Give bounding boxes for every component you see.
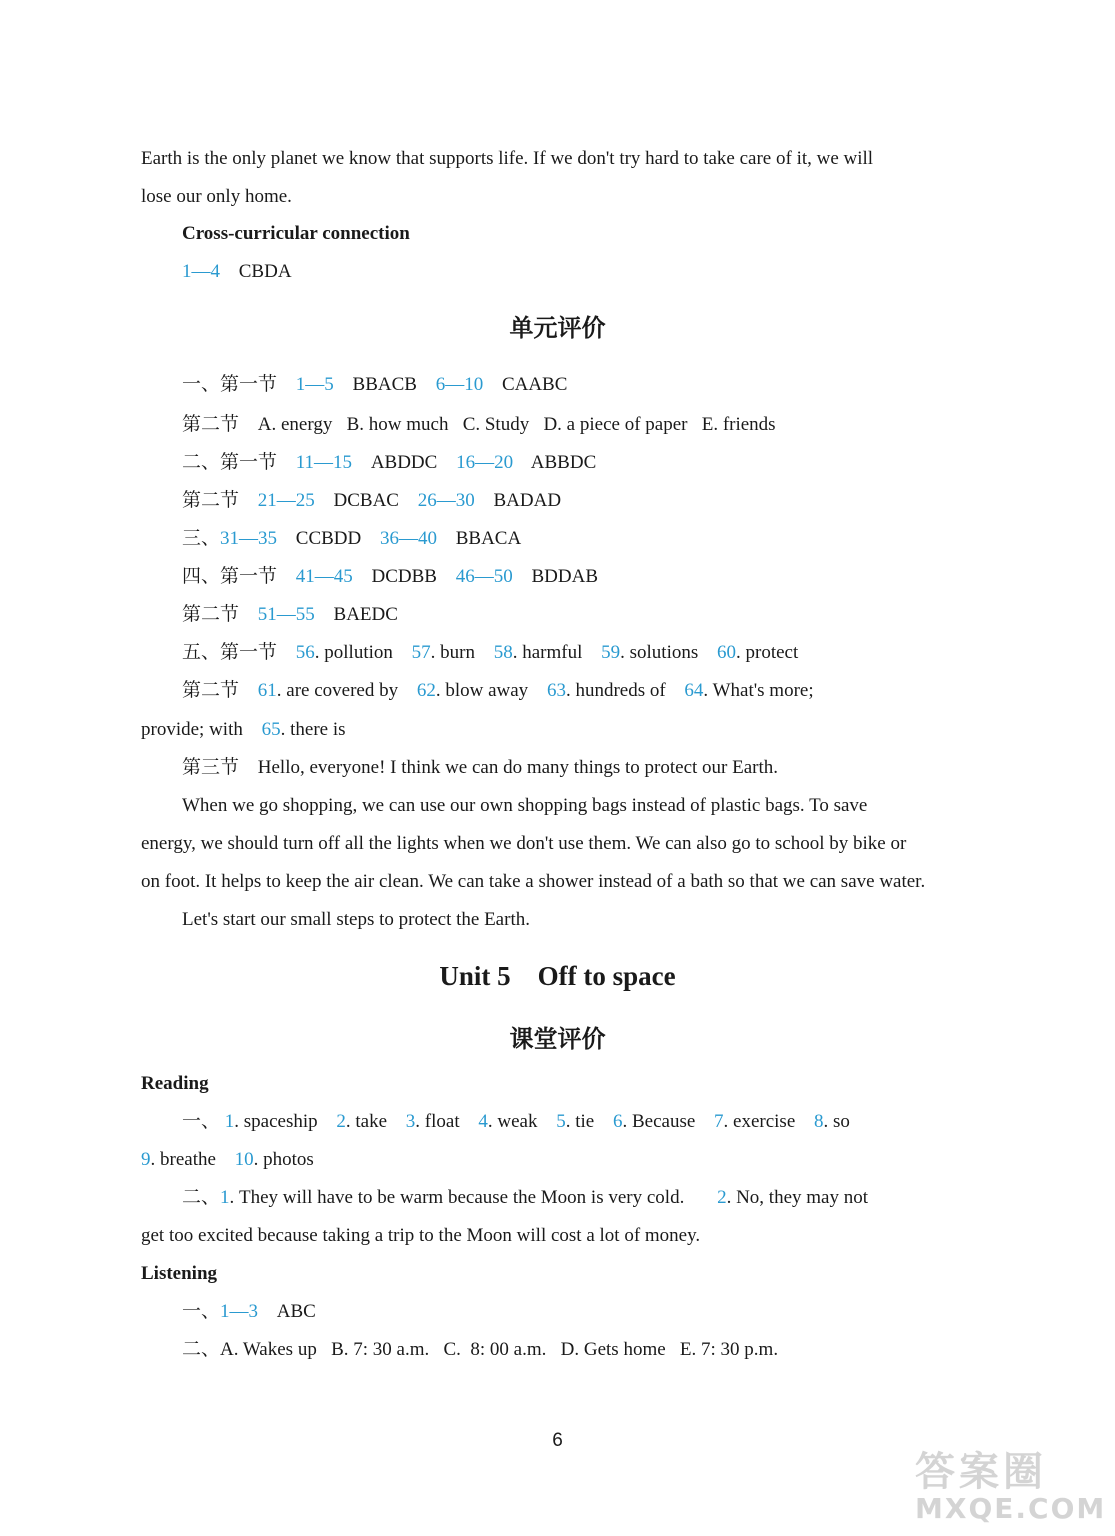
ue-r9-label: 第二节 — [182, 680, 240, 701]
ue-r6-label: 四、第一节 — [182, 566, 278, 587]
cross-heading: Cross-curricular connection — [182, 223, 410, 244]
rd1-n6: 6 — [612, 1111, 623, 1132]
ue-row-3 — [182, 450, 596, 476]
ls2-label: 二、 — [182, 1339, 221, 1360]
essay-line-4: Let's start our small steps to protect the Earth. — [182, 909, 530, 930]
ls2-text: A. Wakes up B. 7: 30 a.m. C. 8: 00 a.m. D. Gets home E. 7: 30 p.m. — [220, 1339, 779, 1360]
watermark-logo — [915, 1450, 1110, 1530]
ue-r8-w57: . burn — [430, 642, 475, 663]
ue-r8-n59: 59 — [601, 642, 621, 663]
ue-r10-n65: 65 — [261, 719, 281, 740]
rd2-n1: 1 — [220, 1187, 230, 1208]
reading-row-1 — [182, 1109, 850, 1135]
ue-r5-a1: CCBDD — [295, 528, 362, 549]
ue-row-1 — [182, 372, 567, 398]
essay-line-1: When we go shopping, we can use our own shopping bags instead of plastic bags. To save — [182, 795, 868, 816]
ue-row-10 — [141, 717, 346, 743]
intro-line-1: Earth is the only planet we know that supports life. If we don't try hard to take care of it, we will — [141, 148, 874, 169]
ue-r10-w64b: provide; with — [141, 719, 243, 740]
essay-line-3: on foot. It helps to keep the air clean. We can take a shower instead of a bath so that we can save water. — [141, 871, 926, 892]
rd1-w3: . float — [415, 1111, 460, 1132]
ue-r8-label: 五、第一节 — [182, 642, 278, 663]
rd1-w2: . take — [345, 1111, 388, 1132]
rd1-w9: . breathe — [150, 1149, 216, 1170]
ue-r1-n2: 6—10 — [435, 374, 484, 395]
rd2-t2: . No, they may not — [726, 1187, 869, 1208]
ue-r9-n63: 63 — [546, 680, 566, 701]
ue-r4-n1: 21—25 — [257, 490, 315, 511]
ue-r3-label: 二、第一节 — [182, 452, 278, 473]
rd1-w8: . so — [823, 1111, 850, 1132]
watermark-top: 答案圈 — [915, 1449, 1047, 1495]
rd1-n5: 5 — [556, 1111, 566, 1132]
rd1-n1: 1 — [224, 1111, 235, 1132]
ue-r9-w61: . are covered by — [276, 680, 399, 701]
ue-r8-w60: . protect — [736, 642, 799, 663]
ue-r4-a1: DCBAC — [333, 490, 399, 511]
ue-r7-label: 第二节 — [182, 604, 240, 625]
rd1-n9: 9 — [141, 1149, 151, 1170]
cross-answer — [182, 259, 292, 285]
reading-heading: Reading — [141, 1073, 209, 1094]
reading-row-2b: get too excited because taking a trip to the Moon will cost a lot of money. — [141, 1225, 701, 1246]
ue-r9-n62: 62 — [416, 680, 436, 701]
ue-r8-w56: . pollution — [314, 642, 393, 663]
ue-r8-n58: 58 — [493, 642, 513, 663]
cross-range: 1—4 — [182, 261, 220, 282]
ue-r11-label: 第三节 — [182, 757, 240, 778]
ue-r6-a2: BDDAB — [531, 566, 598, 587]
ue-r5-label: 三、 — [182, 528, 221, 549]
ue-row-9 — [182, 678, 814, 704]
ue-r7-n1: 51—55 — [257, 604, 315, 625]
rd2-t1: . They will have to be warm because the Moon is very cold. — [229, 1187, 685, 1208]
rd2-label: 二、 — [182, 1187, 221, 1208]
ue-r8-w59: . solutions — [620, 642, 699, 663]
essay-line-2: energy, we should turn off all the lights when we don't use them. We can also go to school by bike or — [141, 833, 907, 854]
ue-r5-n1: 31—35 — [220, 528, 278, 549]
rd1-n3: 3 — [405, 1111, 416, 1132]
listening-heading: Listening — [141, 1263, 218, 1284]
ue-row-11 — [182, 755, 778, 781]
reading-row-1b — [141, 1147, 314, 1173]
rd1-n8: 8 — [814, 1111, 824, 1132]
ue-row-8 — [182, 640, 798, 666]
ls1-n: 1—3 — [220, 1301, 259, 1322]
rd1-n7: 7 — [714, 1111, 724, 1132]
ue-r6-a1: DCDBB — [371, 566, 437, 587]
rd1-n4: 4 — [478, 1111, 488, 1132]
ue-r4-label: 第二节 — [182, 490, 240, 511]
ue-r9-w64: . What's more; — [703, 680, 814, 701]
ue-r1-n1: 1—5 — [295, 374, 334, 395]
ue-r9-w62: . blow away — [435, 680, 529, 701]
ue-r2-label: 第二节 — [182, 414, 240, 435]
ue-r7-a1: BAEDC — [333, 604, 398, 625]
unit5-title: Unit 5 Off to space — [439, 961, 676, 991]
watermark-bottom: MXQE.COM — [915, 1492, 1107, 1525]
unit-eval-title: 单元评价 — [509, 316, 606, 342]
cross-answer-text: CBDA — [238, 261, 292, 282]
ue-r5-n2: 36—40 — [379, 528, 437, 549]
ue-r3-n1: 11—15 — [295, 452, 353, 473]
rd1-w10: . photos — [253, 1149, 314, 1170]
ue-r8-n57: 57 — [411, 642, 431, 663]
ls1-a: ABC — [276, 1301, 316, 1322]
rd1-w5: . tie — [565, 1111, 595, 1132]
ue-r10-w65: . there is — [280, 719, 346, 740]
ue-r2-text: A. energy B. how much C. Study D. a piece of paper E. friends — [257, 414, 776, 435]
rd1-n10: 10 — [234, 1149, 254, 1170]
ue-r1-label: 一、第一节 — [182, 374, 278, 395]
reading-row-2 — [182, 1185, 868, 1211]
ue-r6-n2: 46—50 — [455, 566, 513, 587]
ue-r8-n60: 60 — [717, 642, 736, 663]
rd1-n2: 2 — [336, 1111, 346, 1132]
ue-r4-a2: BADAD — [493, 490, 562, 511]
page-number: 6 — [552, 1430, 563, 1451]
ue-r11-text: Hello, everyone! I think we can do many things to protect our Earth. — [257, 757, 779, 778]
ue-r1-a1: BBACB — [352, 374, 417, 395]
ue-r3-a1: ABDDC — [370, 452, 438, 473]
ls1-label: 一、 — [182, 1301, 221, 1322]
ue-row-2 — [182, 412, 776, 438]
rd1-w7: . exercise — [723, 1111, 796, 1132]
intro-line-2: lose our only home. — [141, 186, 292, 207]
ue-r8-w58: . harmful — [512, 642, 583, 663]
ue-r9-n61: 61 — [257, 680, 277, 701]
ue-row-4 — [182, 488, 561, 514]
ue-r4-n2: 26—30 — [417, 490, 475, 511]
ue-r1-a2: CAABC — [501, 374, 568, 395]
listening-row-2 — [182, 1337, 778, 1363]
ue-r5-a2: BBACA — [455, 528, 522, 549]
ue-row-7 — [182, 602, 398, 628]
listening-row-1 — [182, 1299, 316, 1325]
rd2-n2: 2 — [717, 1187, 727, 1208]
ue-r3-n2: 16—20 — [456, 452, 514, 473]
ue-r3-a2: ABBDC — [530, 452, 597, 473]
rd1-label: 一、 — [182, 1111, 221, 1132]
ue-row-6 — [182, 564, 598, 590]
ue-r9-n64: 64 — [684, 680, 704, 701]
ue-row-5 — [182, 526, 521, 552]
ue-r9-w63: . hundreds of — [565, 680, 666, 701]
rd1-w4: . weak — [487, 1111, 538, 1132]
ue-r8-n56: 56 — [295, 642, 315, 663]
unit5-subtitle: 课堂评价 — [509, 1027, 606, 1053]
ue-r6-n1: 41—45 — [295, 566, 353, 587]
rd1-w6: . Because — [622, 1111, 696, 1132]
rd1-w1: . spaceship — [234, 1111, 318, 1132]
